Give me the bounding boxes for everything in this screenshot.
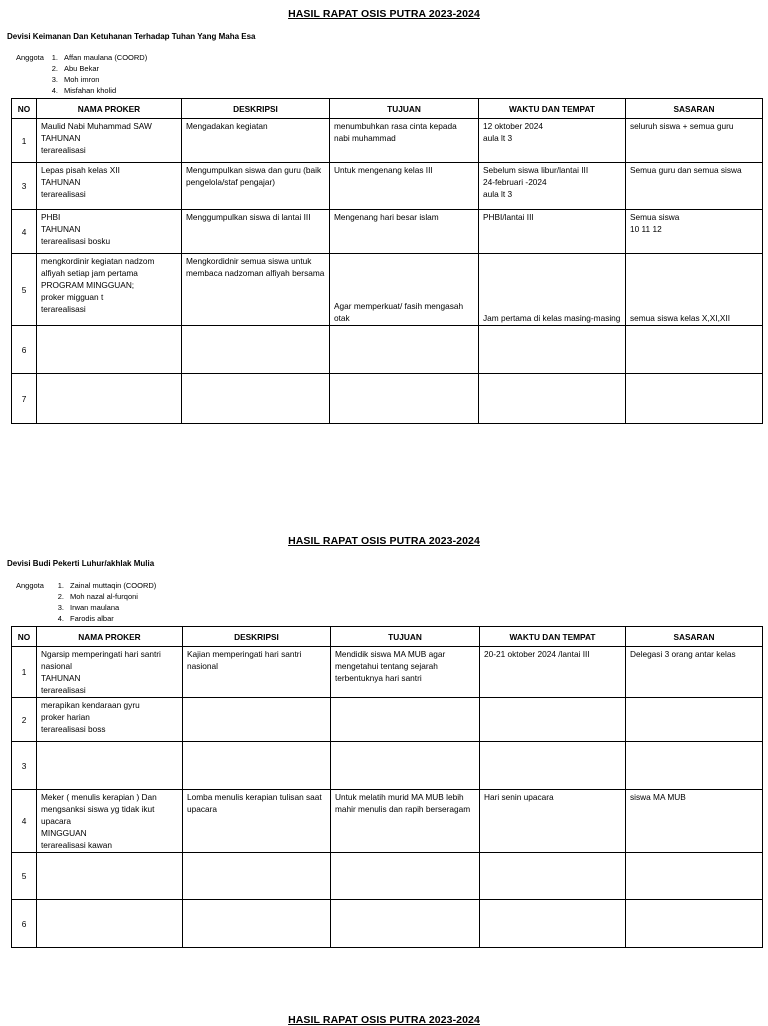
cell-sasaran: [626, 853, 763, 900]
cell-no: 6: [12, 326, 37, 374]
anggota-label: Anggota: [16, 53, 44, 62]
proker-table: [11, 626, 763, 948]
cell-deskripsi: [183, 900, 331, 948]
cell-tujuan: [331, 698, 480, 742]
cell-nama-proker: Ngarsip memperingati hari santri nasional TAHUNAN terarealisasi: [37, 647, 183, 698]
table-row: [12, 374, 763, 424]
cell-sasaran: seluruh siswa + semua guru: [626, 119, 763, 163]
member-item: 1. Zainal muttaqin (COORD): [57, 581, 157, 590]
cell-no: 5: [12, 853, 37, 900]
cell-tujuan: [331, 900, 480, 948]
col-header-sasaran: SASARAN: [626, 627, 763, 647]
cell-deskripsi: [183, 698, 331, 742]
cell-no: 3: [12, 163, 37, 210]
cell-nama-proker: [37, 900, 183, 948]
page-title: HASIL RAPAT OSIS PUTRA 2023-2024: [288, 535, 480, 547]
cell-nama-proker: [37, 853, 183, 900]
cell-no: 1: [12, 647, 37, 698]
cell-no: 5: [12, 254, 37, 326]
cell-nama-proker: Meker ( menulis kerapian ) Dan mengsanksi siswa yg tidak ikut upacara MINGGUAN terarealisasi kawan: [37, 790, 183, 853]
member-item: 3. Moh imron: [51, 75, 100, 84]
cell-deskripsi: Lomba menulis kerapian tulisan saat upacara: [183, 790, 331, 853]
cell-no: 4: [12, 210, 37, 254]
cell-no: 7: [12, 374, 37, 424]
table-row: [12, 254, 763, 326]
col-header-waktu-tempat: WAKTU DAN TEMPAT: [480, 627, 626, 647]
cell-sasaran: Delegasi 3 orang antar kelas: [626, 647, 763, 698]
cell-waktu-tempat: [479, 374, 626, 424]
cell-tujuan: [330, 326, 479, 374]
cell-waktu-tempat: [480, 900, 626, 948]
cell-nama-proker: Lepas pisah kelas XII TAHUNAN terarealisasi: [37, 163, 182, 210]
cell-tujuan: Untuk melatih murid MA MUB lebih mahir menulis dan rapih berseragam: [331, 790, 480, 853]
cell-sasaran: [626, 374, 763, 424]
divisi-heading: Devisi Budi Pekerti Luhur/akhlak Mulia: [7, 559, 155, 568]
table-row: [12, 647, 763, 698]
table-row: [12, 698, 763, 742]
cell-tujuan: Agar memperkuat/ fasih mengasah otak: [330, 254, 479, 326]
cell-sasaran: [626, 698, 763, 742]
cell-nama-proker: [37, 742, 183, 790]
cell-tujuan: Mendidik siswa MA MUB agar mengetahui tentang sejarah terbentuknya hari santri: [331, 647, 480, 698]
cell-sasaran: [626, 742, 763, 790]
cell-sasaran: Semua guru dan semua siswa: [626, 163, 763, 210]
cell-tujuan: Untuk mengenang kelas III: [330, 163, 479, 210]
cell-sasaran: siswa MA MUB: [626, 790, 763, 853]
col-header-no: NO: [12, 627, 37, 647]
member-item: 4. Misfahan kholid: [51, 86, 117, 95]
cell-no: 1: [12, 119, 37, 163]
member-item: 3. Irwan maulana: [57, 603, 120, 612]
cell-waktu-tempat: [480, 698, 626, 742]
cell-waktu-tempat: Jam pertama di kelas masing-masing: [479, 254, 626, 326]
cell-deskripsi: Menggumpulkan siswa di lantai III: [182, 210, 330, 254]
cell-waktu-tempat: [479, 326, 626, 374]
member-item: 2. Abu Bekar: [51, 64, 100, 73]
cell-no: 2: [12, 698, 37, 742]
cell-nama-proker: Maulid Nabi Muhammad SAW TAHUNAN terarealisasi: [37, 119, 182, 163]
table-row: [12, 742, 763, 790]
cell-sasaran: [626, 326, 763, 374]
col-header-deskripsi: DESKRIPSI: [182, 99, 330, 119]
table-row: [12, 210, 763, 254]
col-header-waktu-tempat: WAKTU DAN TEMPAT: [479, 99, 626, 119]
cell-deskripsi: [182, 326, 330, 374]
cell-tujuan: [330, 374, 479, 424]
cell-deskripsi: [182, 374, 330, 424]
col-header-deskripsi: DESKRIPSI: [183, 627, 331, 647]
cell-nama-proker: [37, 374, 182, 424]
col-header-nama-proker: NAMA PROKER: [37, 627, 183, 647]
cell-waktu-tempat: [480, 742, 626, 790]
col-header-tujuan: TUJUAN: [330, 99, 479, 119]
cell-no: 4: [12, 790, 37, 853]
page-title: HASIL RAPAT OSIS PUTRA 2023-2024: [288, 1014, 480, 1026]
table-row: [12, 900, 763, 948]
cell-nama-proker: [37, 326, 182, 374]
cell-waktu-tempat: [480, 853, 626, 900]
page-title: HASIL RAPAT OSIS PUTRA 2023-2024: [288, 8, 480, 20]
cell-no: 3: [12, 742, 37, 790]
cell-sasaran: [626, 900, 763, 948]
cell-waktu-tempat: 20-21 oktober 2024 /lantai III: [480, 647, 626, 698]
anggota-label: Anggota: [16, 581, 44, 590]
cell-deskripsi: Kajian memperingati hari santri nasional: [183, 647, 331, 698]
cell-deskripsi: Mengkordidnir semua siswa untuk membaca nadzoman alfiyah bersama: [182, 254, 330, 326]
cell-tujuan: [331, 742, 480, 790]
cell-nama-proker: mengkordinir kegiatan nadzom alfiyah setiap jam pertama PROGRAM MINGGUAN; proker migguan t terarealisasi: [37, 254, 182, 326]
cell-tujuan: menumbuhkan rasa cinta kepada nabi muhammad: [330, 119, 479, 163]
cell-sasaran: Semua siswa 10 11 12: [626, 210, 763, 254]
cell-no: 6: [12, 900, 37, 948]
cell-sasaran: semua siswa kelas X,XI,XII: [626, 254, 763, 326]
cell-waktu-tempat: Sebelum siswa libur/lantai III 24-februari -2024 aula lt 3: [479, 163, 626, 210]
cell-tujuan: [331, 853, 480, 900]
cell-nama-proker: PHBI TAHUNAN terarealisasi bosku: [37, 210, 182, 254]
member-item: 4. Farodis albar: [57, 614, 114, 623]
divisi-heading: Devisi Keimanan Dan Ketuhanan Terhadap Tuhan Yang Maha Esa: [7, 32, 256, 41]
proker-table: [11, 98, 763, 424]
table-row: [12, 326, 763, 374]
table-row: [12, 853, 763, 900]
member-item: 1. Affan maulana (COORD): [51, 53, 148, 62]
table-row: [12, 119, 763, 163]
cell-waktu-tempat: 12 oktober 2024 aula lt 3: [479, 119, 626, 163]
col-header-no: NO: [12, 99, 37, 119]
col-header-tujuan: TUJUAN: [331, 627, 480, 647]
cell-deskripsi: [183, 742, 331, 790]
table-row: [12, 163, 763, 210]
cell-tujuan: Mengenang hari besar islam: [330, 210, 479, 254]
col-header-sasaran: SASARAN: [626, 99, 763, 119]
cell-waktu-tempat: Hari senin upacara: [480, 790, 626, 853]
col-header-nama-proker: NAMA PROKER: [37, 99, 182, 119]
cell-deskripsi: Mengadakan kegiatan: [182, 119, 330, 163]
table-header-row: [12, 627, 763, 647]
cell-waktu-tempat: PHBI/lantai III: [479, 210, 626, 254]
table-header-row: [12, 99, 763, 119]
cell-deskripsi: Mengumpulkan siswa dan guru (baik pengelola/staf pengajar): [182, 163, 330, 210]
cell-deskripsi: [183, 853, 331, 900]
table-row: [12, 790, 763, 853]
cell-nama-proker: merapikan kendaraan gyru proker harian terarealisasi boss: [37, 698, 183, 742]
member-item: 2. Moh nazal al-furqoni: [57, 592, 138, 601]
